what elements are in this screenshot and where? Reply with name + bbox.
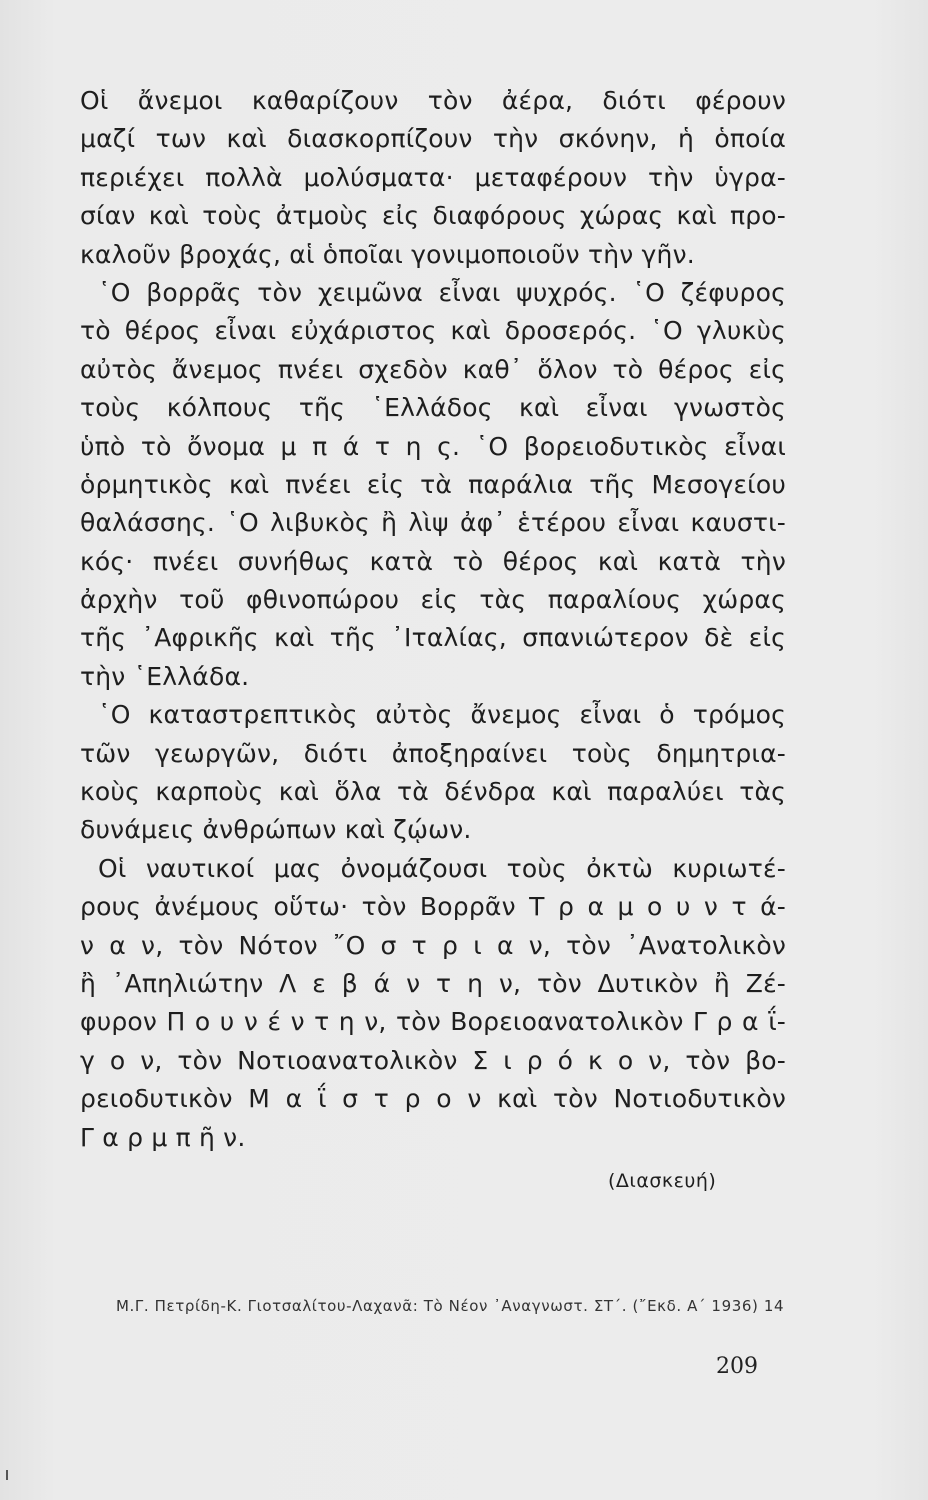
text-line: αὐτὸς ἄνεμος πνέει σχεδὸν καθ᾽ ὅλον τὸ θέρος εἰς [80,354,786,384]
text-line: περιέχει πολλὰ μολύσματα· μεταφέρουν τὴν ὑγρα- [80,162,786,192]
text-line: γ ο ν, τὸν Νοτιοανατολικὸν Σ ι ρ ό κ ο ν, τὸν βο- [80,1045,786,1075]
text-line: καλοῦν βροχάς, αἱ ὁποῖαι γονιμοποιοῦν τὴν γῆν. [80,239,695,269]
text-line: Οἱ ἄνεμοι καθαρίζουν τὸν ἀέρα, διότι φέρουν [80,86,786,115]
text-line: φυρον Π ο υ ν έ ν τ η ν, τὸν Βορειοανατολικὸν Γ ρ α ΐ- [80,1007,786,1037]
text-line: ρειοδυτικὸν Μ α ΐ σ τ ρ ο ν καὶ τὸν Νοτιοδυτικὸν [80,1084,786,1114]
text-line: ὁρμητικὸς καὶ πνέει εἰς τὰ παράλια τῆς Μεσογείου [80,469,786,499]
text-line: σίαν καὶ τοὺς ἀτμοὺς εἰς διαφόρους χώρας καὶ προ- [80,201,786,231]
page-number: 209 [716,1354,758,1379]
body-text [80,82,786,1157]
text-line: Οἱ ναυτικοί μας ὀνομάζουσι τοὺς ὀκτὼ κυριωτέ- [98,853,786,883]
footnote: Μ.Γ. Πετρίδη-Κ. Γιοτσαλίτου-Λαχανᾶ: Τὸ Νέον ᾽Αναγνωστ. ΣΤ΄. (῎Εκδ. Α΄ 1936) 14 [116,1297,785,1315]
text-line: τὴν ῾Ελλάδα. [80,661,250,691]
text-line: ῾Ο καταστρεπτικὸς αὐτὸς ἄνεμος εἶναι ὁ τρόμος [98,700,786,730]
text-line: κοὺς καρποὺς καὶ ὅλα τὰ δένδρα καὶ παραλύει τὰς [80,777,786,807]
text-line: ῾Ο βορρᾶς τὸν χειμῶνα εἶναι ψυχρός. ῾Ο ζέφυρος [98,277,786,307]
text-line: θαλάσσης. ῾Ο λιβυκὸς ἢ λὶψ ἀφ᾽ ἑτέρου εἶναι καυστι- [80,508,786,538]
text-line: δυνάμεις ἀνθρώπων καὶ ζῴων. [80,815,472,845]
text-line: ὑπὸ τὸ ὄνομα μ π ά τ η ς. ῾Ο βορειοδυτικὸς εἶναι [80,431,786,461]
text-line: τοὺς κόλπους τῆς ῾Ελλάδος καὶ εἶναι γνωστὸς [80,393,786,423]
text-line: Γ α ρ μ π ῆ ν. [80,1122,246,1152]
source-note: (Διασκευή) [608,1170,717,1192]
edge-mark [6,1470,8,1480]
text-line: ρους ἀνέμους οὕτω· τὸν Βορρᾶν Τ ρ α μ ο υ ν τ ά- [80,892,786,922]
text-line: τῶν γεωργῶν, διότι ἀποξηραίνει τοὺς δημητρια- [80,738,786,768]
text-line: ἢ ᾽Απηλιώτην Λ ε β ά ν τ η ν, τὸν Δυτικὸν ἢ Ζέ- [80,968,786,998]
text-line: τῆς ᾽Αφρικῆς καὶ τῆς ᾽Ιταλίας, σπανιώτερον δὲ εἰς [80,623,786,653]
text-line: κός· πνέει συνήθως κατὰ τὸ θέρος καὶ κατὰ τὴν [80,546,786,576]
text-line: μαζί των καὶ διασκορπίζουν τὴν σκόνην, ἡ ὁποία [80,124,786,154]
text-line: ν α ν, τὸν Νότον ῎Ο σ τ ρ ι α ν, τὸν ᾽Ανατολικὸν [80,930,786,960]
text-line: τὸ θέρος εἶναι εὐχάριστος καὶ δροσερός. ῾Ο γλυκὺς [80,316,786,346]
text-line: ἀρχὴν τοῦ φθινοπώρου εἰς τὰς παραλίους χώρας [80,585,786,615]
